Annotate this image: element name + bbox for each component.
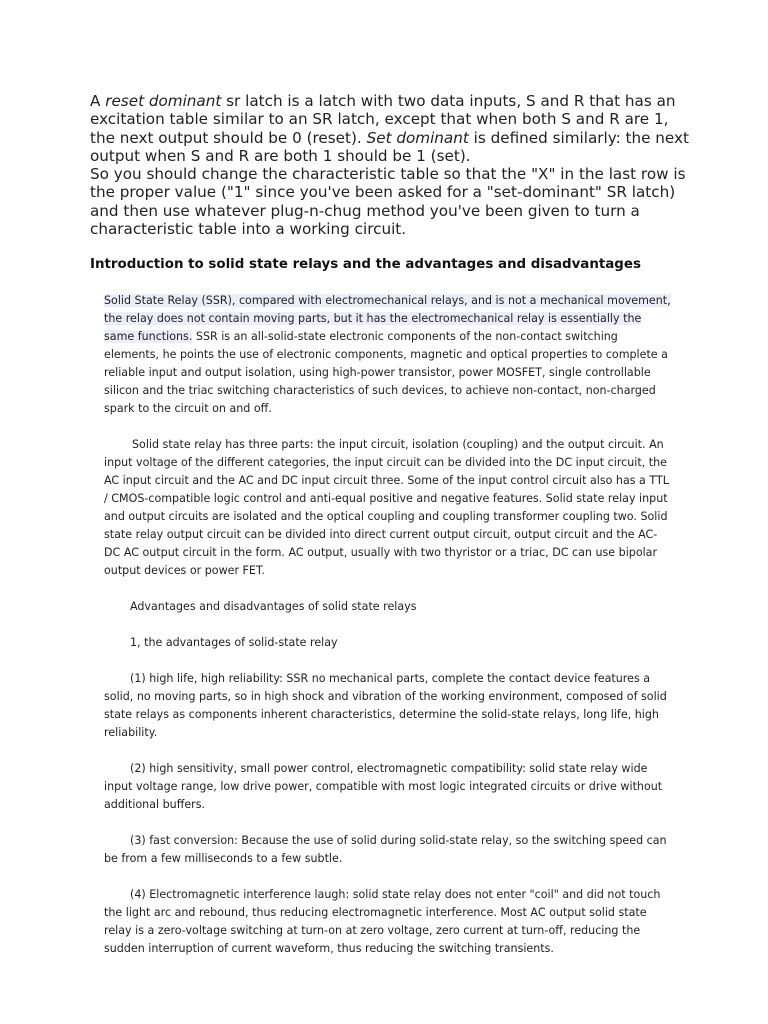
intro-paragraph-2: So you should change the characteristic table so that the "X" in the last row is the proper value ("1" since you've been asked for a "set-dominant" SR latch) and then use whatever plug-n-chug method you've been given to turn a characteristic table into a working circuit. [90, 165, 686, 239]
highlighted-text: Solid State Relay (SSR), compared with electromechanical relays, and is not a mechanical movement, the relay does not contain moving parts, but it has the electromechanical relay is essentially the same functions. [104, 294, 671, 343]
advantages-title: Advantages and disadvantages of solid state relays [130, 600, 417, 613]
advantage-item-3: (3) fast conversion: Because the use of solid during solid-state relay, so the switching speed can be from a few milliseconds to a few subtle. [104, 834, 667, 865]
set-dominant-term: Set dominant [366, 128, 469, 147]
reset-dominant-term: reset dominant [105, 92, 222, 110]
three-parts-paragraph: Solid state relay has three parts: the input circuit, isolation (coupling) and the output circuit. An input voltage of the different categories, the input circuit can be divided into the DC input circuit, the AC input circuit and the AC and DC input circuit three. Some of the input control circuit also has a TTL / CMOS-compatible logic control and anti-equal positive and negative features. Solid state relay input and output circuits are isolated and the optical coupling and coupling transformer coupling two. Solid state relay output circuit can be divided into direct current output circuit, output circuit and the AC-DC AC output circuit in the form. AC output, usually with two thyristor or a triac, DC can use bipolar output devices or power FET. [104, 438, 669, 577]
advantage-item-4: (4) Electromagnetic interference laugh: solid state relay does not enter "coil" and did not touch the light arc and rebound, thus reducing electromagnetic interference. Most AC output solid state relay is a zero-voltage switching at turn-on at zero voltage, zero current at turn-off, reducing the sudden interruption of current waveform, thus reducing the switching transients. [104, 888, 661, 955]
advantage-item-1: (1) high life, high reliability: SSR no mechanical parts, complete the contact device features a solid, no moving parts, so in high shock and vibration of the working environment, composed of solid state relays as components inherent characteristics, determine the solid-state relays, long life, high reliability. [104, 672, 667, 739]
section-heading: Introduction to solid state relays and the advantages and disadvantages [90, 257, 641, 272]
advantages-subtitle: 1, the advantages of solid-state relay [130, 636, 338, 649]
article-body [104, 292, 672, 976]
ssr-paragraph: Solid State Relay (SSR), compared with electromechanical relays, and is not a mechanical movement, the relay does not contain moving parts, but it has the electromechanical relay is essentially the same functions. SSR is an all-solid-state electronic components of the non-contact switching elements, he points the use of electronic components, magnetic and optical properties to complete a reliable input and output isolation, using high-power transistor, power MOSFET, single controllable silicon and the triac switching characteristics of such devices, to achieve non-contact, non-charged spark to the circuit on and off. [104, 294, 671, 415]
advantage-item-2: (2) high sensitivity, small power control, electromagnetic compatibility: solid state relay wide input voltage range, low drive power, compatible with most logic integrated circuits or drive without additional buffers. [104, 762, 663, 811]
intro-paragraph-1: A reset dominant sr latch is a latch with two data inputs, S and R that has an excitation table similar to an SR latch, except that when both S and R are 1, the next output should be 0 (reset). Set dominant is defined similarly: the next output when S and R are both 1 should be 1 (set). [90, 92, 689, 165]
intro-section [90, 92, 690, 238]
